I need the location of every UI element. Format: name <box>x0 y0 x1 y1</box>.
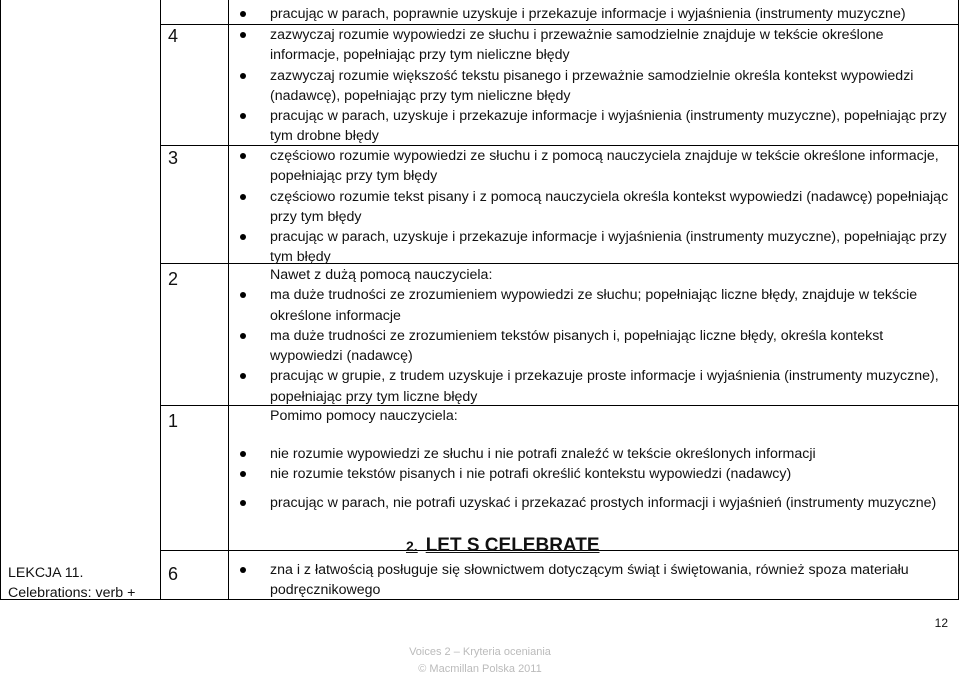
criteria-bullet: pracując w parach, uzyskuje i przekazuje informacje i wyjaśnienia (instrumenty muzyczne), popełniając przy tym błędy <box>238 227 950 268</box>
criteria-bullet: zna i z łatwością posługuje się słownictwem dotyczącym świąt i świętowania, również spoza materiału podręcznikowego <box>238 560 950 601</box>
criteria-row <box>238 4 950 24</box>
criteria-row <box>238 146 950 268</box>
lesson-label: LEKCJA 11. Celebrations: verb + <box>8 565 136 601</box>
grade-number: 6 <box>168 564 179 584</box>
criteria-bullet: pracując w parach, nie potrafi uzyskać i przekazać prostych informacji i wyjaśnień (instrumenty muzyczne) <box>238 493 950 513</box>
criteria-bullet: zazwyczaj rozumie wypowiedzi ze słuchu i przeważnie samodzielnie znajduje w tekście określone informacje, popełniając przy tym nieliczne błędy <box>238 25 950 66</box>
table-border-left <box>0 0 1 600</box>
footer-line-2: © Macmillan Polska 2011 <box>418 663 542 675</box>
grade-number: 2 <box>168 269 179 289</box>
criteria-bullet: częściowo rozumie wypowiedzi ze słuchu i z pomocą nauczyciela znajduje w tekście określone informacje, popełniając przy tym błędy <box>238 146 950 187</box>
criteria-bullet: pracując w parach, uzyskuje i przekazuje informacje i wyjaśnienia (instrumenty muzyczne), popełniając przy tym drobne błędy <box>238 106 950 147</box>
criteria-row <box>238 265 950 407</box>
criteria-bullet: ma duże trudności ze zrozumieniem tekstów pisanych i, popełniając liczne błędy, określa kontekst wypowiedzi (nadawcę) <box>238 326 950 367</box>
criteria-row <box>238 444 950 513</box>
criteria-row <box>238 406 950 426</box>
criteria-bullet: pracując w parach, poprawnie uzyskuje i przekazuje informacje i wyjaśnienia (instrumenty muzyczne) <box>238 4 950 24</box>
grade-number: 4 <box>168 26 179 46</box>
criteria-row <box>238 560 950 601</box>
criteria-row <box>238 25 950 147</box>
criteria-bullet: nie rozumie tekstów pisanych i nie potrafi określić kontekstu wypowiedzi (nadawcy) <box>238 464 950 484</box>
table-column-divider-1 <box>160 0 161 600</box>
section-number: 2. <box>406 538 418 554</box>
section-heading <box>406 535 600 557</box>
criteria-bullet: częściowo rozumie tekst pisany i z pomocą nauczyciela określa kontekst wypowiedzi (nadawcę) popełniając przy tym błędy <box>238 187 950 228</box>
criteria-bullet: zazwyczaj rozumie większość tekstu pisanego i przeważnie samodzielnie określa kontekst wypowiedzi (nadawcę), popełniając przy tym nieliczne błędy <box>238 66 950 107</box>
table-column-divider-2 <box>228 0 229 600</box>
criteria-bullet: ma duże trudności ze zrozumieniem wypowiedzi ze słuchu; popełniając liczne błędy, znajduje w tekście określone informacje <box>238 285 950 326</box>
grade-number: 1 <box>168 411 179 431</box>
table-border-right <box>958 0 959 600</box>
criteria-bullet: pracując w grupie, z trudem uzyskuje i przekazuje proste informacje i wyjaśnienia (instrumenty muzyczne), popełniając przy tym liczne błędy <box>238 366 950 407</box>
section-title: LET S CELEBRATE <box>425 535 600 556</box>
grade-number: 3 <box>168 148 179 168</box>
criteria-intro: Pomimo pomocy nauczyciela: <box>270 408 458 424</box>
criteria-intro: Nawet z dużą pomocą nauczyciela: <box>270 267 493 283</box>
page-number: 12 <box>934 616 948 630</box>
criteria-bullet: nie rozumie wypowiedzi ze słuchu i nie potrafi znaleźć w tekście określonych informacji <box>238 444 950 464</box>
footer-line-1: Voices 2 – Kryteria oceniania <box>409 646 551 658</box>
